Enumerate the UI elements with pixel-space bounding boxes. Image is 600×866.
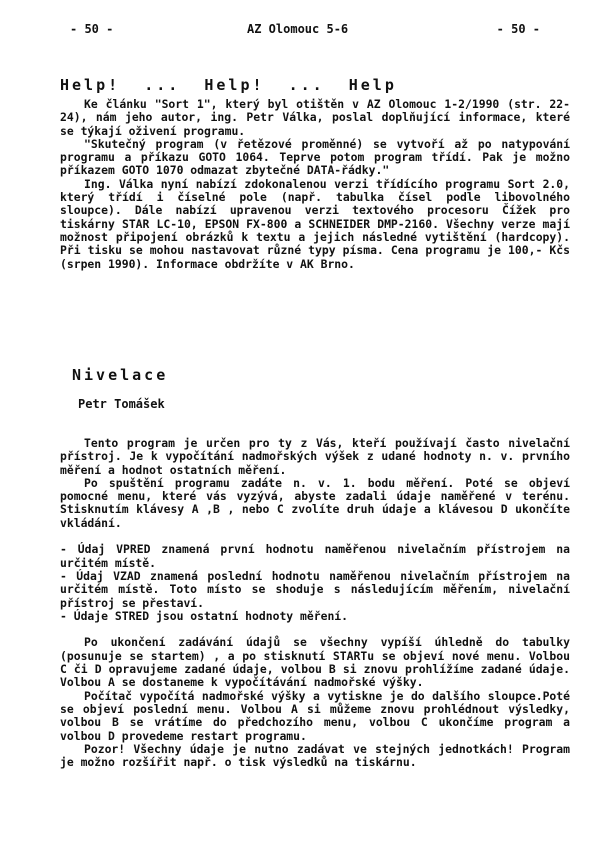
- spacer: [60, 623, 570, 636]
- page-header: [70, 22, 540, 38]
- page-number-right: - 50 -: [496, 22, 540, 36]
- article-body-nivelace: [60, 437, 570, 769]
- paragraph: Tento program je určen pro ty z Vás, kteří používají často nivelační přístroj. Je k vypočítání nadmořských výšek z udané hodnoty n. v. prvního měření a hodnot ostatních měření.: [60, 436, 570, 477]
- list-item: - Údaje STRED jsou ostatní hodnoty měření.: [60, 608, 349, 623]
- publication-title: AZ Olomouc 5-6: [247, 22, 349, 36]
- paragraph: Po spuštění programu zadáte n. v. 1. bodu měření. Poté se objeví pomocné menu, které vás vyzývá, abyste zadali údaje naměřené v terénu. Stisknutím klávesy A ,B , nebo C zvolíte druh údaje a klávesou D ukončíte vkládání.: [60, 475, 570, 530]
- article-body-help: [60, 98, 570, 271]
- paragraph: Ing. Válka nyní nabízí zdokonalenou verzi třídícího programu Sort 2.0, který třídí i číselné pole (např. tabulka čísel podle libovolného sloupce). Dále nabízí upravenou verzi textového procesoru Čížek pro tiskárny STAR LC-10, EPSON FX-800 a SCHNEIDER DMP-2160. Všechny verze mají možnost připojení obrázků k textu a jejich následné vytištění (hardcopy). Při tisku se mohou nastavovat různé typy písma. Cena programu je 100,- Kčs (srpen 1990). Informace obdržíte v AK Brno.: [60, 176, 570, 271]
- article-heading-help: Help! ... Help! ... Help: [60, 76, 397, 94]
- list-item: - Údaj VPRED znamená první hodnotu naměřenou nivelačním přístrojem na určitém místě.: [60, 542, 570, 570]
- paragraph: Po ukončení zadávání údajů se všechny vypíší úhledně do tabulky (posunuje se startem) , a po stisknutí STARTu se objeví nové menu. Volbou C či D opravujeme zadané údaje, volbou B si znovu prohlížíme zadané údaje. Volbou A se dostaneme k vypočítávání nadmořské výšky.: [60, 635, 570, 690]
- article-author: Petr Tomášek: [78, 397, 165, 411]
- paragraph: Ke článku "Sort 1", který byl otištěn v AZ Olomouc 1-2/1990 (str. 22-24), nám jeho autor, ing. Petr Válka, poslal doplňující informace, které se týkají oživení programu.: [60, 97, 570, 138]
- list-item: - Údaj VZAD znamená poslední hodnotu naměřenou nivelačním přístrojem na určitém místě. Toto místo se shoduje s následujícím měřením, nivelační přístroj se přestaví.: [60, 568, 570, 610]
- paragraph: "Skutečný program (v řetězové proměnné) se vytvoří až po natypování programu a příkazu GOTO 1064. Teprve potom program třídí. Pak je možno příkazem GOTO 1070 odmazat zbytečné DATA-řádky.": [60, 136, 570, 178]
- paragraph: Pozor! Všechny údaje je nutno zadávat ve stejných jednotkách! Program je možno rozšířit např. o tisk výsledků na tiskárnu.: [60, 741, 570, 770]
- paragraph: Počítač vypočítá nadmořské výšky a vytiskne je do dalšího sloupce.Poté se objeví poslední menu. Volbou A si můžeme znovu prohlédnout výsledky, volbou B se vrátíme do předchozího menu, volbou C ukončíme program a volbou D provedeme restart programu.: [60, 688, 570, 743]
- page-number-left: - 50 -: [70, 22, 114, 36]
- article-heading-nivelace: Nivelace: [72, 366, 169, 384]
